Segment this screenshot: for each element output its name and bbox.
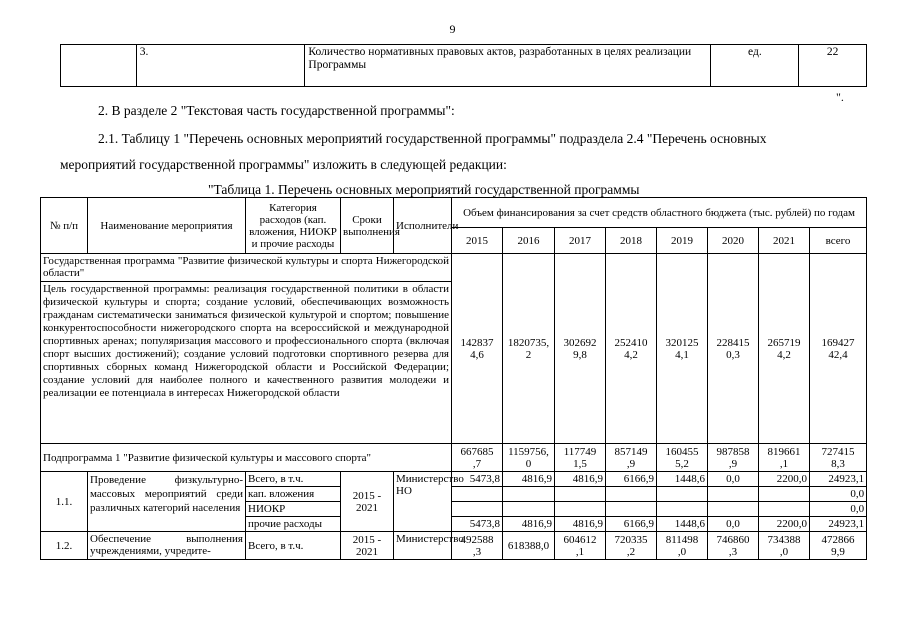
header-num: № п/п — [41, 198, 88, 254]
table-caption: "Таблица 1. Перечень основных мероприятий государственной программы — [208, 182, 640, 197]
row-1-1-total-value: 2200,0 — [759, 472, 810, 487]
row-1-1-terms: 2015 - 2021 — [341, 472, 394, 532]
category-other: прочие расходы — [246, 517, 341, 532]
subprogram-value: 667685 ,7 — [452, 444, 503, 472]
row-1-2-value: 618388,0 — [503, 532, 555, 560]
indicator-value: 22 — [799, 45, 867, 87]
row-1-1-other-value: 5473,8 — [452, 517, 503, 532]
row-1-2-value: 746860 ,3 — [708, 532, 759, 560]
row-1-1-capital-value — [657, 487, 708, 502]
category-total: Всего, в т.ч. — [246, 472, 341, 487]
subprogram-value: 117749 1,5 — [555, 444, 606, 472]
row-1-2-name: Обеспечение выполнения учреждениями, учредите- — [88, 532, 246, 560]
program-total: 169427 42,4 — [810, 254, 867, 444]
row-1-1-rnd-value — [503, 502, 555, 517]
row-1-1-other-value: 6166,9 — [606, 517, 657, 532]
row-1-1-executor: Министерство НО — [394, 472, 452, 532]
row-1-1-capital-value — [555, 487, 606, 502]
header-year: 2019 — [657, 228, 708, 254]
row-1-1-rnd-sum: 0,0 — [810, 502, 867, 517]
row-1-1-rnd-value — [657, 502, 708, 517]
row-1-1-other-sum: 24923,1 — [810, 517, 867, 532]
header-year: 2021 — [759, 228, 810, 254]
paragraph-1: 2. В разделе 2 "Текстовая часть государственной программы": — [98, 103, 455, 118]
program-value: 265719 4,2 — [759, 254, 810, 444]
row-1-1-capital-value — [708, 487, 759, 502]
continuation-table — [60, 44, 867, 87]
row-1-1-total-value: 4816,9 — [555, 472, 606, 487]
row-1-1-rnd-value — [708, 502, 759, 517]
row-1-1-total-value: 5473,8 — [452, 472, 503, 487]
subprogram-value: 1159756, 0 — [503, 444, 555, 472]
header-name: Наименование мероприятия — [88, 198, 246, 254]
category-capital: кап. вложения — [246, 487, 341, 502]
paragraph-2: 2.1. Таблицу 1 "Перечень основных мероприятий государственной программы" подраздела 2.4 "Перечень основных — [98, 131, 767, 146]
row-1-1-other-value: 1448,6 — [657, 517, 708, 532]
header-year: 2016 — [503, 228, 555, 254]
program-value: 320125 4,1 — [657, 254, 708, 444]
row-1-1-total-sum: 24923,1 — [810, 472, 867, 487]
subprogram-title: Подпрограмма 1 "Развитие физической культуры и массового спорта" — [41, 444, 452, 472]
closing-quote: ". — [836, 90, 844, 104]
indicator-unit: ед. — [711, 45, 799, 87]
header-funding: Объем финансирования за счет средств областного бюджета (тыс. рублей) по годам — [452, 198, 867, 228]
header-year: 2015 — [452, 228, 503, 254]
row-1-1-capital-value — [759, 487, 810, 502]
row-1-1-total-value: 4816,9 — [503, 472, 555, 487]
indicator-number: 3. — [136, 45, 305, 87]
row-1-2-num: 1.2. — [41, 532, 88, 560]
program-value: 1820735, 2 — [503, 254, 555, 444]
program-value: 228415 0,3 — [708, 254, 759, 444]
program-title: Государственная программа "Развитие физической культуры и спорта Нижегородской области" — [41, 254, 452, 282]
header-executors: Исполнители — [394, 198, 452, 254]
row-1-1-other-value: 0,0 — [708, 517, 759, 532]
row-1-2-total: 472866 9,9 — [810, 532, 867, 560]
row-1-2-value: 734388 ,0 — [759, 532, 810, 560]
subprogram-total: 727415 8,3 — [810, 444, 867, 472]
row-1-2-value: 492588 ,3 — [452, 532, 503, 560]
row-1-1-other-value: 4816,9 — [555, 517, 606, 532]
row-1-1-other-value: 2200,0 — [759, 517, 810, 532]
row-1-1-rnd-value — [759, 502, 810, 517]
header-year: 2017 — [555, 228, 606, 254]
header-total: всего — [810, 228, 867, 254]
row-1-1-total-value: 1448,6 — [657, 472, 708, 487]
row-1-2-value: 604612 ,1 — [555, 532, 606, 560]
row-1-2-executor: Министерство — [394, 532, 452, 560]
indicator-text: Количество нормативных правовых актов, разработанных в целях реализации Программы — [305, 45, 711, 87]
header-year: 2018 — [606, 228, 657, 254]
subprogram-value: 857149 ,9 — [606, 444, 657, 472]
header-terms: Сроки выполнения — [341, 198, 394, 254]
row-1-1-rnd-value — [452, 502, 503, 517]
program-goal: Цель государственной программы: реализация государственной политики в области физической культуры и спорта; создание условий, обеспечивающих возможность гражданам систематически заниматься физической культурой и спортом; повышение конкурентоспособности нижегородского спорта на всероссийской и международной спортивных аренах; популяризация массового и профессионального спорта (включая спорт высших достижений); создание условий подготовки спортивного резерва для спортивных сборных команд Нижегородской области и Российской Федерации; создание условий для наиболее полного и качественного развития молодежи и реализации ее потенциала в интересах Нижегородской области — [41, 282, 452, 444]
measures-table — [40, 197, 867, 560]
row-1-1-name: Проведение физкультурно-массовых мероприятий среди различных категорий населения — [88, 472, 246, 532]
row-1-1-rnd-value — [606, 502, 657, 517]
header-year: 2020 — [708, 228, 759, 254]
paragraph-3: мероприятий государственной программы" изложить в следующей редакции: — [60, 157, 507, 172]
row-1-2-value: 811498 ,0 — [657, 532, 708, 560]
page-number: 9 — [449, 22, 456, 36]
row-1-1-capital-value — [503, 487, 555, 502]
category-rnd: НИОКР — [246, 502, 341, 517]
row-1-2-value: 720335 ,2 — [606, 532, 657, 560]
program-value: 252410 4,2 — [606, 254, 657, 444]
header-category: Категория расходов (кап. вложения, НИОКР и прочие расходы — [246, 198, 341, 254]
row-1-2-terms: 2015 - 2021 — [341, 532, 394, 560]
row-1-1-total-value: 0,0 — [708, 472, 759, 487]
subprogram-value: 987858 ,9 — [708, 444, 759, 472]
row-1-1-capital-sum: 0,0 — [810, 487, 867, 502]
row-1-1-capital-value — [606, 487, 657, 502]
row-1-1-total-value: 6166,9 — [606, 472, 657, 487]
row-1-2-category: Всего, в т.ч. — [246, 532, 341, 560]
row-1-1-capital-value — [452, 487, 503, 502]
subprogram-value: 160455 5,2 — [657, 444, 708, 472]
row-1-1-other-value: 4816,9 — [503, 517, 555, 532]
subprogram-value: 819661 ,1 — [759, 444, 810, 472]
program-value: 142837 4,6 — [452, 254, 503, 444]
row-1-1-rnd-value — [555, 502, 606, 517]
program-value: 302692 9,8 — [555, 254, 606, 444]
row-1-1-num: 1.1. — [41, 472, 88, 532]
